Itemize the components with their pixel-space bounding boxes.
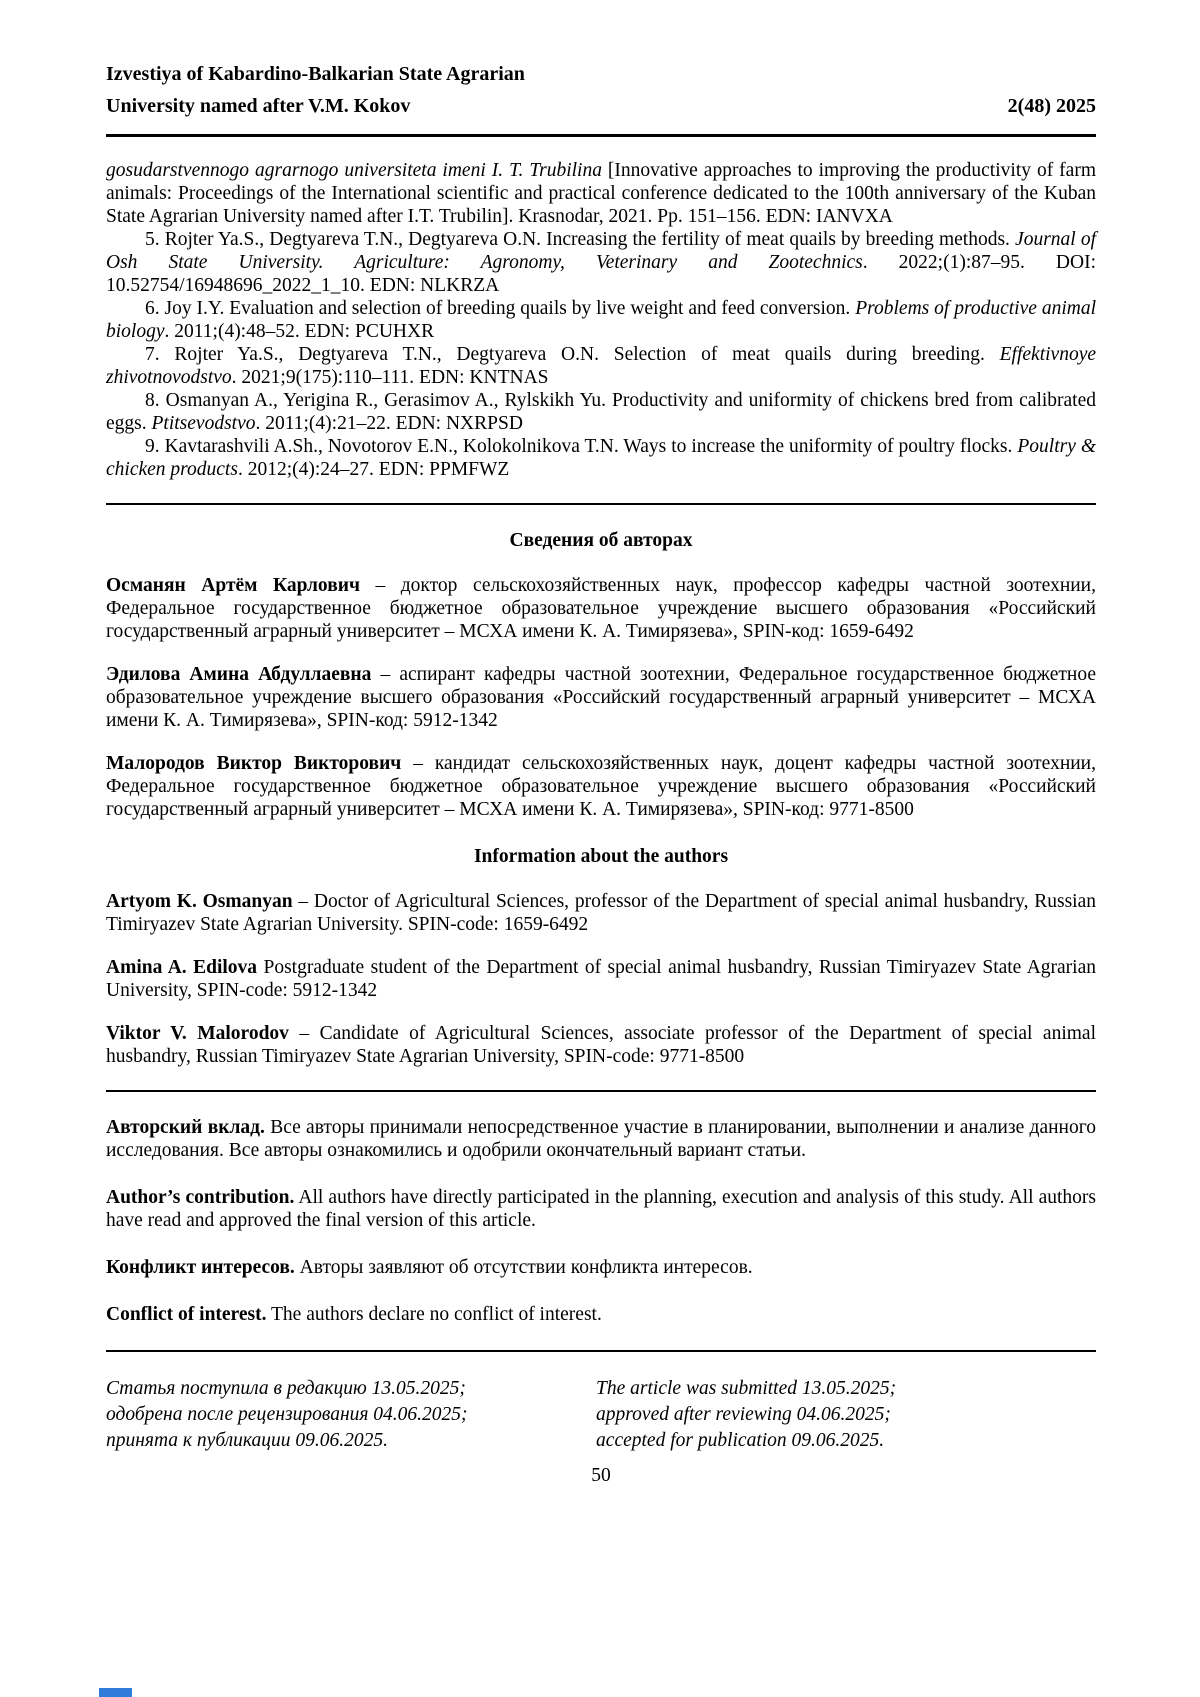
reference-source-italic: Effektivnoye zhivotnovodstvo xyxy=(106,344,1096,388)
authors-en-section xyxy=(106,890,1096,1068)
author-entry-ru-1 xyxy=(106,574,1096,643)
section-divider xyxy=(106,1350,1096,1352)
author-entry-en-2 xyxy=(106,956,1096,1002)
statement-text: All authors have directly participated in the planning, execution and analysis of this study. All authors have read and approved the final version of this article. xyxy=(106,1187,1096,1231)
statement-lead: Conflict of interest. xyxy=(106,1304,267,1325)
journal-title xyxy=(106,58,525,122)
statement-conflict-ru xyxy=(106,1256,1096,1279)
author-entry-en-3 xyxy=(106,1022,1096,1068)
reference-source-italic: Journal of Osh State University. Agriculture: Agronomy, Veterinary and Zootechnics xyxy=(106,229,1096,273)
reference-text: . 2011;(4):48–52. EDN: PCUHXR xyxy=(164,321,435,342)
submission-dates-en xyxy=(596,1376,1096,1454)
reference-item-6 xyxy=(106,297,1096,343)
statement-lead: Конфликт интересов. xyxy=(106,1257,295,1278)
statement-author-contribution-ru xyxy=(106,1116,1096,1162)
reference-source-italic: gosudarstvennogo agrarnogo universiteta imeni I. T. Trubilina xyxy=(106,160,602,181)
statement-text: The authors declare no conflict of interest. xyxy=(266,1304,602,1325)
statement-text: Все авторы принимали непосредственное участие в планировании, выполнении и анализе данного исследования. Все авторы ознакомились и одобрили окончательный вариант статьи. xyxy=(106,1117,1096,1161)
reference-text: 8. Osmanyan A., Yerigina R., Gerasimov A., Rylskikh Yu. Productivity and uniformity of chickens bred from calibrated eggs. xyxy=(106,390,1096,434)
submission-dates xyxy=(106,1376,1096,1454)
statement-lead: Author’s contribution. xyxy=(106,1187,295,1208)
author-entry-ru-2 xyxy=(106,663,1096,732)
author-name: Османян Артём Карлович xyxy=(106,575,360,596)
author-name: Artyom K. Osmanyan xyxy=(106,891,293,912)
reference-text: [Innovative approaches to improving the productivity of farm animals: Proceedings of the International scientific and practical conference dedicated to the 100th anniversary of the Kuban State Agrarian University named after I.T. Trubilin]. Krasnodar, 2021. Pp. 151–156. EDN: IANVXA xyxy=(106,160,1096,227)
statements-section xyxy=(106,1116,1096,1326)
author-description: Postgraduate student of the Department of special animal husbandry, Russian Timiryazev State Agrarian University, SPIN-code: 5912-1342 xyxy=(106,957,1096,1001)
author-description: – доктор сельскохозяйственных наук, профессор кафедры частной зоотехнии, Федеральное государственное бюджетное образовательное учреждение высшего образования «Российский государственный аграрный университет – МСХА имени К. А. Тимирязева», SPIN-код: 1659-6492 xyxy=(106,575,1096,642)
reference-source-italic: Poultry & chicken products xyxy=(106,436,1096,480)
reference-source-italic: Ptitsevodstvo xyxy=(151,413,256,434)
section-divider xyxy=(106,1090,1096,1092)
author-name: Эдилова Амина Абдуллаевна xyxy=(106,664,372,685)
author-entry-ru-3 xyxy=(106,752,1096,821)
submission-line-en-3: accepted for publication 09.06.2025. xyxy=(596,1430,885,1451)
reference-text: 9. Kavtarashvili A.Sh., Novotorov E.N., Kolokolnikova T.N. Ways to increase the uniformity of poultry flocks. xyxy=(145,436,1018,457)
page-header xyxy=(106,58,1096,137)
reference-source-italic: Problems of productive animal biology xyxy=(106,298,1096,342)
page-number: 50 xyxy=(591,1465,611,1486)
selection-artifact xyxy=(99,1688,132,1697)
submission-line-en-2: approved after reviewing 04.06.2025; xyxy=(596,1404,891,1425)
reference-text: 7. Rojter Ya.S., Degtyareva T.N., Degtyareva O.N. Selection of meat quails during breeding. xyxy=(145,344,1000,365)
reference-text: . 2012;(4):24–27. EDN: PPMFWZ xyxy=(237,459,510,480)
reference-item-8 xyxy=(106,389,1096,435)
statement-text: Авторы заявляют об отсутствии конфликта интересов. xyxy=(294,1257,753,1278)
submission-line-en-1: The article was submitted 13.05.2025; xyxy=(596,1378,897,1399)
reference-text: . 2021;9(175):110–111. EDN: KNTNAS xyxy=(231,367,549,388)
references-section xyxy=(106,159,1096,481)
author-description: – кандидат сельскохозяйственных наук, доцент кафедры частной зоотехнии, Федеральное государственное бюджетное образовательное учреждение высшего образования «Российский государственный аграрный университет – МСХА имени К. А. Тимирязева», SPIN-код: 9771-8500 xyxy=(106,753,1096,820)
author-name: Малородов Виктор Викторович xyxy=(106,753,402,774)
reference-item-5 xyxy=(106,228,1096,297)
author-description: – Doctor of Agricultural Sciences, professor of the Department of special animal husbandry, Russian Timiryazev State Agrarian University. SPIN-code: 1659-6492 xyxy=(106,891,1097,935)
journal-title-line2: University named after V.M. Kokov xyxy=(106,95,411,117)
section-heading-authors-ru: Сведения об авторах xyxy=(509,530,693,551)
author-entry-en-1 xyxy=(106,890,1096,936)
reference-item-9 xyxy=(106,435,1096,481)
reference-text: 6. Joy I.Y. Evaluation and selection of breeding quails by live weight and feed conversion. xyxy=(145,298,856,319)
section-heading-authors-en: Information about the authors xyxy=(473,846,729,867)
statement-conflict-en xyxy=(106,1303,1096,1326)
author-description: – Candidate of Agricultural Sciences, associate professor of the Department of special animal husbandry, Russian Timiryazev State Agrarian University, SPIN-code: 9771-8500 xyxy=(106,1023,1097,1067)
reference-text: 5. Rojter Ya.S., Degtyareva T.N., Degtyareva O.N. Increasing the fertility of meat quails by breeding methods. xyxy=(145,229,1016,250)
submission-line-ru-3: принята к публикации 09.06.2025. xyxy=(106,1430,389,1451)
submission-line-ru-2: одобрена после рецензирования 04.06.2025; xyxy=(106,1404,468,1425)
author-name: Amina A. Edilova xyxy=(106,957,258,978)
submission-line-ru-1: Статья поступила в редакцию 13.05.2025; xyxy=(106,1378,466,1399)
statement-lead: Авторский вклад. xyxy=(106,1117,265,1138)
issue-number: 2(48) 2025 xyxy=(1007,95,1096,117)
section-divider xyxy=(106,503,1096,505)
author-name: Viktor V. Malorodov xyxy=(106,1023,289,1044)
journal-title-line1: Izvestiya of Kabardino-Balkarian State Agrarian xyxy=(106,63,525,85)
statement-author-contribution-en xyxy=(106,1186,1096,1232)
authors-ru-section xyxy=(106,574,1096,821)
reference-item-7 xyxy=(106,343,1096,389)
submission-dates-ru xyxy=(106,1376,596,1454)
reference-continuation xyxy=(106,159,1096,228)
reference-text: . 2011;(4):21–22. EDN: NXRPSD xyxy=(255,413,523,434)
reference-text: . 2022;(1):87–95. DOI: 10.52754/16948696_2022_1_10. EDN: NLKRZA xyxy=(106,252,1096,296)
author-description: – аспирант кафедры частной зоотехнии, Федеральное государственное бюджетное образовательное учреждение высшего образования «Российский государственный аграрный университет – МСХА имени К. А. Тимирязева», SPIN-код: 5912-1342 xyxy=(106,664,1096,731)
